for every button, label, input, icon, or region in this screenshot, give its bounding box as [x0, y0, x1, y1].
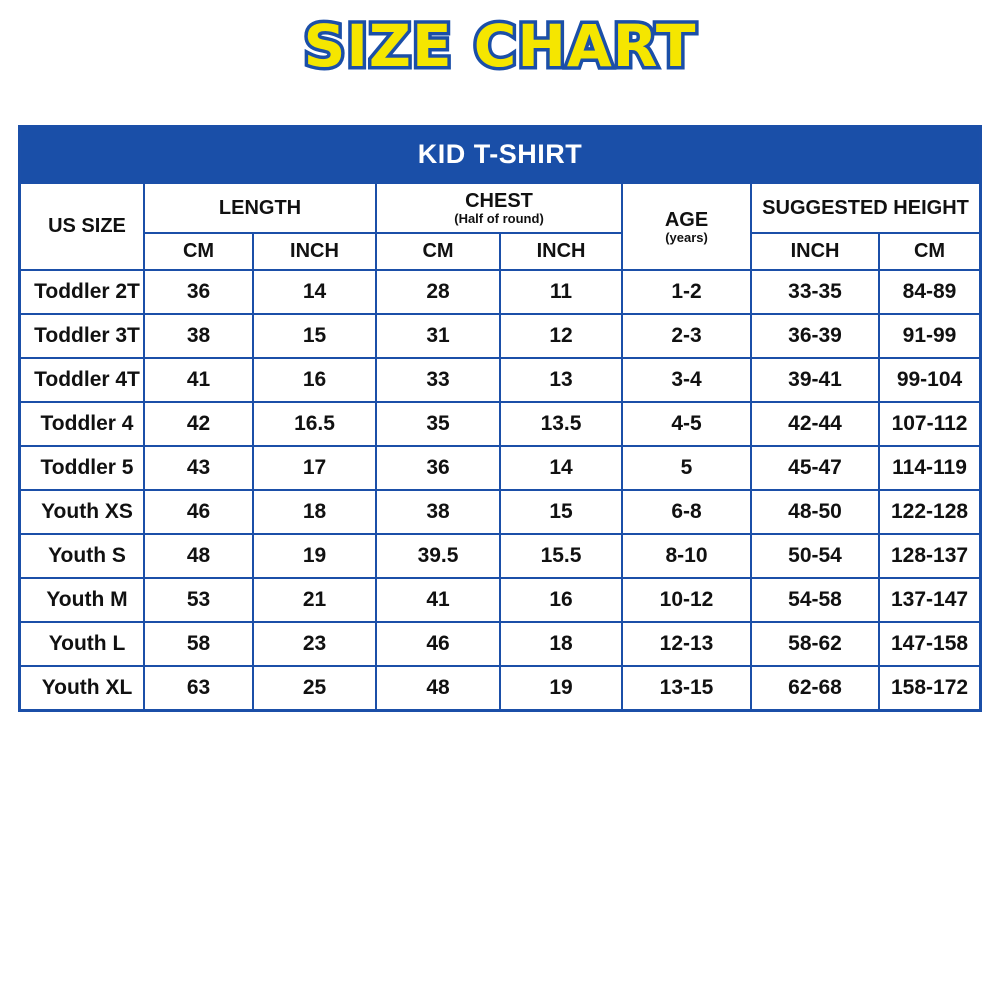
cell-length-cm: 41 [144, 358, 253, 402]
cell-length-inch: 15 [253, 314, 376, 358]
cell-height-cm: 122-128 [879, 490, 979, 534]
header-chest [376, 183, 622, 233]
cell-height-inch: 54-58 [751, 578, 879, 622]
cell-chest-cm: 28 [376, 270, 500, 314]
cell-height-cm: 91-99 [879, 314, 979, 358]
cell-chest-inch: 11 [500, 270, 622, 314]
table-row [21, 578, 979, 622]
cell-us-size: Youth XS [21, 490, 144, 534]
cell-us-size: Youth S [21, 534, 144, 578]
cell-chest-cm: 41 [376, 578, 500, 622]
cell-height-cm: 128-137 [879, 534, 979, 578]
cell-chest-cm: 36 [376, 446, 500, 490]
cell-height-inch: 42-44 [751, 402, 879, 446]
cell-length-cm: 48 [144, 534, 253, 578]
cell-chest-inch: 18 [500, 622, 622, 666]
cell-height-inch: 33-35 [751, 270, 879, 314]
cell-height-inch: 58-62 [751, 622, 879, 666]
cell-length-cm: 63 [144, 666, 253, 709]
cell-height-inch: 36-39 [751, 314, 879, 358]
cell-length-cm: 53 [144, 578, 253, 622]
cell-height-cm: 84-89 [879, 270, 979, 314]
cell-height-cm: 114-119 [879, 446, 979, 490]
table-header [21, 183, 979, 270]
table-row [21, 358, 979, 402]
title-area [0, 0, 1000, 96]
cell-chest-inch: 15.5 [500, 534, 622, 578]
cell-height-inch: 45-47 [751, 446, 879, 490]
cell-us-size: Toddler 4 [21, 402, 144, 446]
table-row [21, 534, 979, 578]
table-header-row-groups [21, 183, 979, 233]
cell-length-inch: 16.5 [253, 402, 376, 446]
cell-chest-cm: 46 [376, 622, 500, 666]
table-row [21, 446, 979, 490]
cell-chest-cm: 31 [376, 314, 500, 358]
cell-age: 8-10 [622, 534, 751, 578]
cell-length-inch: 23 [253, 622, 376, 666]
cell-us-size: Youth M [21, 578, 144, 622]
cell-chest-cm: 35 [376, 402, 500, 446]
cell-height-inch: 62-68 [751, 666, 879, 709]
header-length: LENGTH [144, 183, 376, 233]
cell-length-cm: 38 [144, 314, 253, 358]
header-chest-inch: INCH [500, 233, 622, 270]
cell-chest-inch: 13.5 [500, 402, 622, 446]
cell-chest-inch: 16 [500, 578, 622, 622]
cell-length-inch: 25 [253, 666, 376, 709]
cell-chest-inch: 12 [500, 314, 622, 358]
cell-height-cm: 137-147 [879, 578, 979, 622]
size-table-frame [18, 125, 982, 712]
cell-age: 2-3 [622, 314, 751, 358]
cell-length-inch: 17 [253, 446, 376, 490]
cell-length-inch: 21 [253, 578, 376, 622]
header-chest-sublabel: (Half of round) [454, 211, 544, 226]
header-chest-cm: CM [376, 233, 500, 270]
table-row [21, 622, 979, 666]
cell-length-inch: 19 [253, 534, 376, 578]
cell-chest-inch: 13 [500, 358, 622, 402]
header-us-size: US SIZE [21, 183, 144, 270]
cell-age: 6-8 [622, 490, 751, 534]
table-row [21, 270, 979, 314]
header-chest-label: CHEST [465, 190, 533, 212]
cell-height-inch: 48-50 [751, 490, 879, 534]
cell-age: 5 [622, 446, 751, 490]
cell-length-cm: 43 [144, 446, 253, 490]
table-row [21, 666, 979, 709]
table-row [21, 490, 979, 534]
cell-age: 12-13 [622, 622, 751, 666]
cell-height-cm: 107-112 [879, 402, 979, 446]
cell-height-inch: 39-41 [751, 358, 879, 402]
header-age [622, 183, 751, 270]
header-suggested-height: SUGGESTED HEIGHT [751, 183, 979, 233]
cell-chest-cm: 48 [376, 666, 500, 709]
cell-us-size: Toddler 5 [21, 446, 144, 490]
cell-length-cm: 58 [144, 622, 253, 666]
header-age-sublabel: (years) [665, 229, 708, 245]
cell-us-size: Youth XL [21, 666, 144, 709]
size-table [21, 182, 979, 709]
cell-chest-inch: 14 [500, 446, 622, 490]
cell-length-cm: 46 [144, 490, 253, 534]
header-age-label: AGE [664, 208, 709, 231]
cell-height-cm: 99-104 [879, 358, 979, 402]
cell-length-inch: 16 [253, 358, 376, 402]
cell-age: 3-4 [622, 358, 751, 402]
header-length-cm: CM [144, 233, 253, 270]
header-height-cm: CM [879, 233, 979, 270]
table-row [21, 402, 979, 446]
table-body [21, 270, 979, 709]
cell-chest-cm: 38 [376, 490, 500, 534]
cell-chest-inch: 15 [500, 490, 622, 534]
header-length-inch: INCH [253, 233, 376, 270]
header-height-inch: INCH [751, 233, 879, 270]
page-title: SIZE CHART [303, 12, 697, 80]
table-banner: KID T-SHIRT [21, 128, 979, 182]
cell-height-cm: 158-172 [879, 666, 979, 709]
cell-age: 1-2 [622, 270, 751, 314]
cell-length-inch: 18 [253, 490, 376, 534]
cell-us-size: Toddler 2T [21, 270, 144, 314]
cell-chest-inch: 19 [500, 666, 622, 709]
cell-height-inch: 50-54 [751, 534, 879, 578]
table-row [21, 314, 979, 358]
cell-length-cm: 42 [144, 402, 253, 446]
cell-chest-cm: 39.5 [376, 534, 500, 578]
table-header-row-units [21, 233, 979, 270]
cell-age: 13-15 [622, 666, 751, 709]
cell-us-size: Youth L [21, 622, 144, 666]
cell-age: 10-12 [622, 578, 751, 622]
cell-length-inch: 14 [253, 270, 376, 314]
cell-age: 4-5 [622, 402, 751, 446]
cell-height-cm: 147-158 [879, 622, 979, 666]
cell-length-cm: 36 [144, 270, 253, 314]
cell-chest-cm: 33 [376, 358, 500, 402]
cell-us-size: Toddler 4T [21, 358, 144, 402]
cell-us-size: Toddler 3T [21, 314, 144, 358]
